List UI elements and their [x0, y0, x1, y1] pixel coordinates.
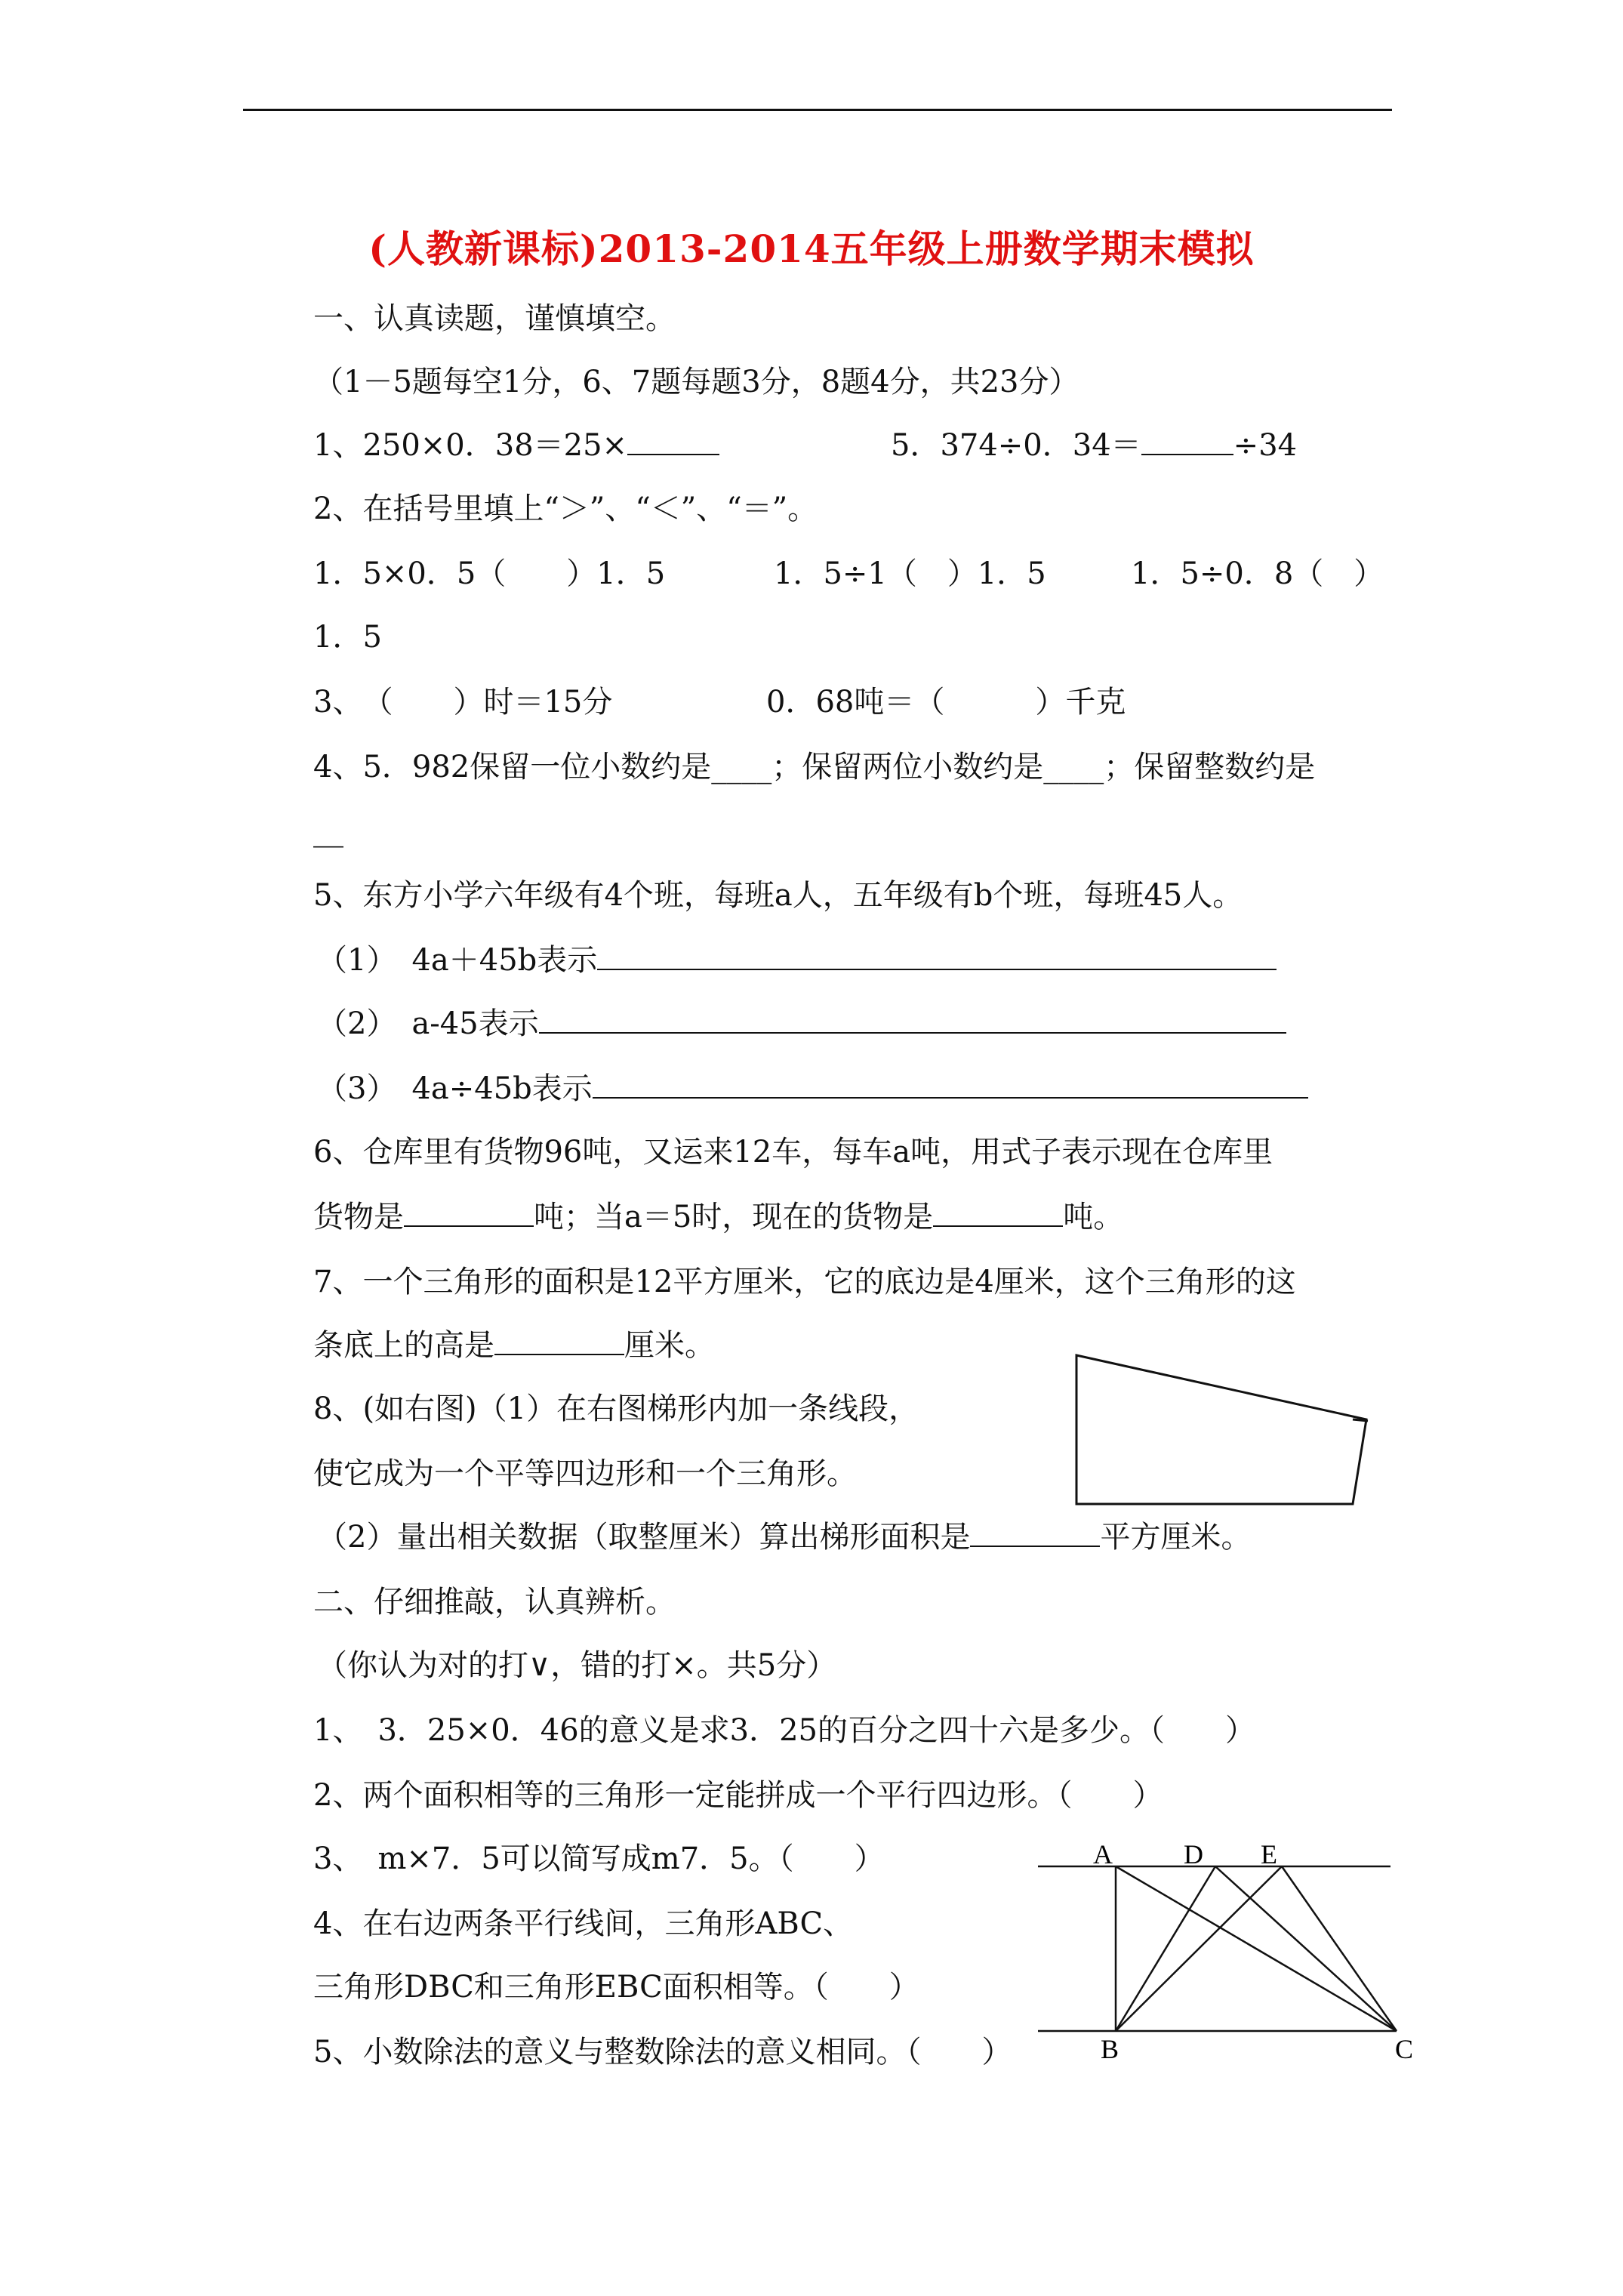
- judge-q4: 4、在右边两条平行线间，三角形ABC、: [313, 1906, 854, 1941]
- q8-2: [317, 1518, 1251, 1557]
- q2-item-2: 1．5÷1（ ）1．5: [774, 556, 1046, 591]
- q5-2-text: （2） a-45表示: [317, 1006, 539, 1041]
- q6-cont-c: 吨。: [1063, 1200, 1124, 1234]
- label-a: A: [1093, 1839, 1113, 1869]
- q7-cont-a: 条底上的高是: [313, 1328, 494, 1363]
- label-d: D: [1184, 1839, 1203, 1869]
- q5-3-text: （3） 4a÷45b表示: [317, 1071, 593, 1106]
- header-rule: [243, 109, 1392, 111]
- judge-q5: 5、小数除法的意义与整数除法的意义相同。（ ）: [313, 2035, 1012, 2069]
- section1-scoring: （1－5题每空1分，6、7题每题3分，8题4分，共23分）: [313, 365, 1079, 399]
- trapezoid-figure: [1057, 1336, 1389, 1518]
- q6-cont-a: 货物是: [313, 1200, 404, 1234]
- q2-item-1: 1．5×0．5（ ）1．5: [313, 556, 666, 591]
- section2-heading: 二、仔细推敲，认真辨析。: [313, 1585, 676, 1620]
- q5: 5、东方小学六年级有4个班，每班a人，五年级有b个班，每班45人。: [313, 878, 1243, 913]
- q7: 7、一个三角形的面积是12平方厘米，它的底边是4厘米，这个三角形的这: [313, 1265, 1296, 1299]
- q6: 6、仓库里有货物96吨，又运来12车，每车a吨，用式子表示现在仓库里: [313, 1135, 1273, 1170]
- q7-cont: [313, 1326, 715, 1365]
- answer-line[interactable]: [597, 942, 1277, 970]
- page-title: (人教新课标)2013-2014五年级上册数学期末模拟: [368, 227, 1255, 271]
- q5-1: [317, 941, 1277, 980]
- q1b: [891, 426, 1297, 465]
- q2: 2、在括号里填上“＞”、“＜”、“＝”。: [313, 492, 818, 526]
- q1a-text: 1、250×0．38＝25×: [313, 428, 628, 463]
- q8-2b: 平方厘米。: [1100, 1520, 1252, 1555]
- q5-3: [317, 1069, 1308, 1108]
- q8-2a: （2）量出相关数据（取整厘米）算出梯形面积是: [317, 1520, 971, 1555]
- q4: 4、5．982保留一位小数约是____；保留两位小数约是____；保留整数约是: [313, 750, 1316, 784]
- answer-blank[interactable]: [404, 1198, 534, 1227]
- answer-blank[interactable]: [1141, 427, 1233, 455]
- q3a: 3、 （ ）时＝15分: [313, 685, 613, 720]
- q1b-tail: ÷34: [1233, 428, 1298, 463]
- q8-cont: 使它成为一个平等四边形和一个三角形。: [313, 1456, 857, 1491]
- judge-q3: 3、 m×7．5可以简写成m7．5。（ ）: [313, 1841, 885, 1876]
- judge-q1: 1、 3．25×0．46的意义是求3．25的百分之四十六是多少。（ ）: [313, 1713, 1256, 1748]
- q3b: 0．68吨＝（ ）千克: [766, 685, 1126, 720]
- q1a: [313, 426, 719, 465]
- q7-cont-b: 厘米。: [624, 1328, 715, 1363]
- q4-wrap: __: [313, 813, 343, 848]
- label-c: C: [1395, 2034, 1414, 2064]
- q6-cont-b: 吨；当a＝5时，现在的货物是: [534, 1200, 934, 1234]
- answer-line[interactable]: [593, 1070, 1308, 1099]
- parallel-triangles-figure: [1034, 1827, 1427, 2069]
- q1b-text: 5．374÷0．34＝: [891, 428, 1141, 463]
- answer-line[interactable]: [539, 1005, 1286, 1034]
- section1-heading: 一、认真读题，谨慎填空。: [313, 301, 676, 336]
- answer-blank[interactable]: [970, 1518, 1100, 1547]
- q2-item-3: 1．5÷0．8（ ）: [1131, 556, 1384, 591]
- answer-blank[interactable]: [627, 427, 719, 455]
- section2-scoring: （你认为对的打∨，错的打×。共5分）: [317, 1648, 837, 1683]
- q5-2: [317, 1004, 1286, 1043]
- q2-wrap: 1．5: [313, 620, 382, 655]
- judge-q2: 2、两个面积相等的三角形一定能拼成一个平行四边形。（ ）: [313, 1778, 1163, 1813]
- q5-1-text: （1） 4a＋45b表示: [317, 943, 598, 978]
- judge-q4-cont: 三角形DBC和三角形EBC面积相等。（ ）: [313, 1970, 919, 2005]
- label-b: B: [1101, 2034, 1119, 2064]
- answer-blank[interactable]: [933, 1198, 1063, 1227]
- q6-cont: [313, 1197, 1123, 1237]
- answer-blank[interactable]: [494, 1327, 624, 1355]
- label-e: E: [1261, 1839, 1277, 1869]
- q8: 8、(如右图)（1）在右图梯形内加一条线段，: [313, 1391, 919, 1426]
